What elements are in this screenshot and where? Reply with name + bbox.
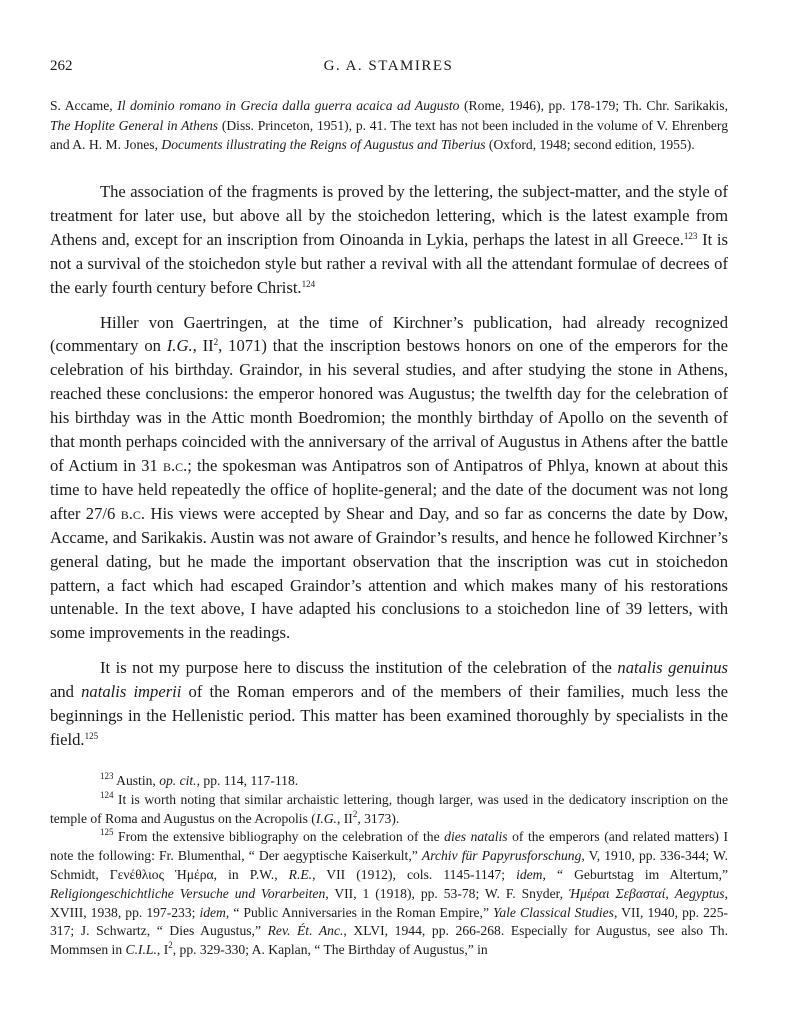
paragraph-2: Hiller von Gaertringen, at the time of Kirchner’s publication, had already recognized (commentary on I.G., $II^2$, 1071) that the inscription bestows honors on one of the emperors for the celebration of his birthday. Graindor, in his several studies, and after studying the stone in Athens, reached these conclusions: the emperor honored was Augustus; the twelfth day for the celebration of his birthday was in the Attic month Boedromion; the monthly birthday of Apollo on the seventh of that month perhaps coincided with the anniversary of the arrival of Augustus in Athens after the battle of Actium in 31 b.c.; the spokesman was Antipatros son of Antipatros of Phlya, known at about this time to have held repeatedly the office of hoplite-general; and the date of the document was not long after 27/6 b.c. His views were accepted by Shear and Day, and so far as concerns the date by Dow, Accame, and Sarikakis. Austin was not aware of Graindor’s results, and hence he followed Kirchner’s general dating, but he made the important observation that the inscription was cut in stoichedon pattern, a fact which had escaped Graindor’s attention and which makes many of his restorations untenable. In the text above, I have adapted his conclusions to a stoichedon line of 39 letters, with some improvements in the readings. <box>50 312 729 643</box>
continued-footnote: S. Accame, Il dominio romano in Grecia dalla guerra acaica ad Augusto (Rome, 1946), pp. 178-179; Th. Chr. Sarikakis, The Hoplite General in Athens (Diss. Princeton, 1951), p. 41. The text has not been included in the volume of V. Ehrenberg and A. H. M. Jones, Documents illustrating the Reigns of Augustus and Tiberius (Oxford, 1948; second edition, 1955). <box>50 98 728 152</box>
body-text <box>50 180 728 763</box>
footnotes <box>50 772 728 960</box>
page-number: 262 <box>50 58 73 74</box>
running-head: G. A. STAMIRES <box>323 58 454 74</box>
footnote-125: $^{125}$ From the extensive bibliography on the celebration of the dies natalis of the emperors (and related matters) I note the following: Fr. Blumenthal, “ Der aegyptische Kaiserkult,” Archiv für Papyrusforschung, V, 1910, pp. 336-344; W. Schmidt, Γενέθλιος Ἡμέρα, in P.W., R.E., VII (1912), cols. 1145-1147; idem, “ Geburtstag im Altertum,” Religiongeschichtliche Versuche und Vorarbeiten, VII, 1 (1918), pp. 53-78; W. F. Snyder, Ἡμέραι Σεβασταί, Aegyptus, XVIII, 1938, pp. 197-233; idem, “ Public Anniversaries in the Roman Empire,” Yale Classical Studies, VII, 1940, pp. 225-317; J. Schwartz, “ Dies Augustus,” Rev. Ét. Anc., XLVI, 1944, pp. 266-268. Especially for Augustus, see also Th. Mommsen in C.I.L., $I^2$, pp. 329-330; A. Kaplan, “ The Birthday of Augustus,” in <box>50 827 729 958</box>
paragraph-3: It is not my purpose here to discuss the institution of the celebration of the natalis genuinus and natalis imperii of the Roman emperors and of the members of their families, much less the beginnings in the Hellenistic period. This matter has been examined thoroughly by specialists in the field.$^{125}$ <box>50 658 728 749</box>
footnote-124: $^{124}$ It is worth noting that similar archaistic lettering, though larger, was used in the dedicatory inscription on the temple of Roma and Augustus on the Acropolis (I.G., $II^2$, 3173). <box>50 789 728 826</box>
footnote-ref-124[interactable]: 124 <box>301 278 316 289</box>
footnote-123: $^{123}$ Austin, op. cit., pp. 114, 117-118. <box>100 771 299 788</box>
paragraph-1: The association of the fragments is proved by the lettering, the subject-matter, and the style of treatment for later use, but above all by the stoichedon lettering, which is the latest example from Athens and, except for an inscription from Oinoanda in Lykia, perhaps the latest in all Greece.$^{123}$ It is not a survival of the stoichedon style but rather a revival with all the attendant formulae of decrees of the early fourth century before Christ.$^{124}$ <box>50 182 728 297</box>
page-header <box>50 58 727 80</box>
footnote-ref-125[interactable]: 125 <box>84 730 99 741</box>
footnote-ref-123[interactable]: 123 <box>683 230 698 241</box>
